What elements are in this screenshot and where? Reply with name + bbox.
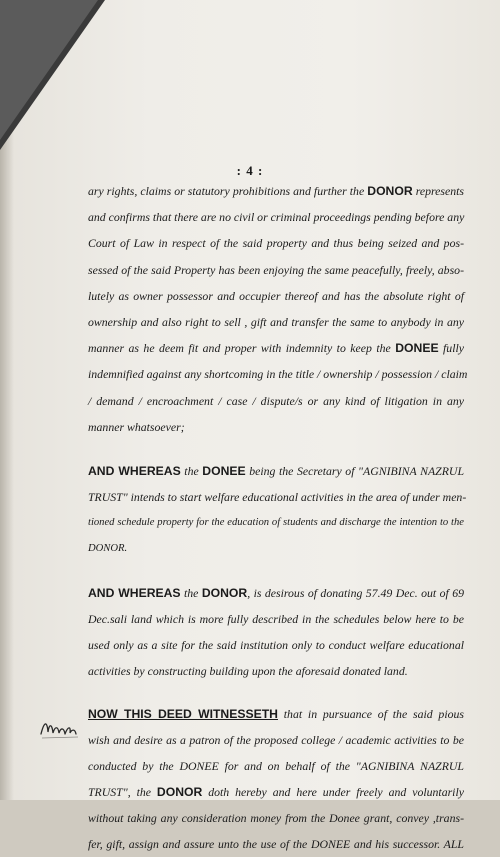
- text-line: conducted by the DONEE for and on behalf of the "AGNIBINA NAZRUL: [88, 759, 464, 774]
- text-line: sessed of the said Property has been enjoying the same peacefully, freely, abso-: [88, 262, 464, 277]
- text-line: TRUST" intends to start welfare educational activities in the area of under men-: [88, 490, 467, 505]
- text-line: activities by constructing building upon the aforesaid donated land.: [88, 664, 408, 679]
- paragraph-donee-secretary: [88, 458, 467, 562]
- text-line: manner whatsoever;: [88, 419, 185, 434]
- text-line: / demand / encroachment / case / dispute/s or any kind of litigation in any: [88, 393, 464, 408]
- text-line: tioned schedule property for the education of students and discharge the intention to the: [88, 517, 464, 529]
- whereas-heading: AND WHEREAS: [88, 586, 181, 601]
- text-line: wish and desire as a patron of the proposed college / academic activities to be: [88, 733, 464, 748]
- text-line: AND WHEREAS the DONOR, is desirous of donating 57.49 Dec. out of 69: [88, 586, 465, 601]
- page-number: : 4 :: [236, 163, 264, 178]
- paragraph-donor-rights: [88, 178, 468, 440]
- folded-corner-highlight: [0, 0, 98, 140]
- donor-term: DONOR: [367, 184, 413, 198]
- text-line: used only as a site for the said institution only to conduct welfare educational: [88, 638, 464, 653]
- text-line: TRUST", the DONOR doth hereby and here under freely and voluntarily: [88, 785, 464, 800]
- text-line: ownership and also right to sell , gift and transfer the same to anybody in any: [88, 315, 464, 330]
- handwritten-signature: [38, 714, 82, 744]
- text-line: AND WHEREAS the DONEE being the Secretary of "AGNIBINA NAZRUL: [88, 464, 465, 479]
- text-line: ary rights, claims or statutory prohibitions and further the DONOR represents: [88, 184, 464, 198]
- text-line: fer, gift, assign and assure unto the use of the DONEE and his successor. ALL: [88, 837, 464, 852]
- text-line: indemnified against any shortcoming in the title / ownership / possession / claim: [88, 367, 468, 382]
- text-line: Court of Law in respect of the said property and thus being seized and pos-: [88, 236, 464, 251]
- witnesseth-heading: NOW THIS DEED WITNESSETH: [88, 707, 278, 722]
- deed-body: [88, 178, 468, 857]
- text-line: and confirms that there are no civil or criminal proceedings pending before any: [88, 210, 465, 225]
- text-line: without taking any consideration money from the Donee grant, convey ,trans-: [88, 811, 464, 826]
- text-line: Dec.sali land which is more fully described in the schedules below here to be: [88, 612, 464, 627]
- paragraph-witnesseth: [88, 701, 464, 857]
- paragraph-donation: [88, 580, 464, 684]
- text-line: DONOR.: [88, 543, 128, 555]
- text-line: NOW THIS DEED WITNESSETH that in pursuance of the said pious: [88, 707, 464, 722]
- text-line: lutely as owner possessor and occupier thereof and has the absolute right of: [88, 288, 464, 303]
- text-line: manner as he deem fit and proper with indemnity to keep the DONEE fully: [88, 341, 464, 356]
- donor-term: DONOR: [201, 586, 248, 601]
- donee-term: DONEE: [395, 341, 439, 356]
- donee-term: DONEE: [202, 464, 246, 479]
- donor-term: DONOR: [156, 785, 203, 800]
- whereas-heading: AND WHEREAS: [88, 464, 181, 479]
